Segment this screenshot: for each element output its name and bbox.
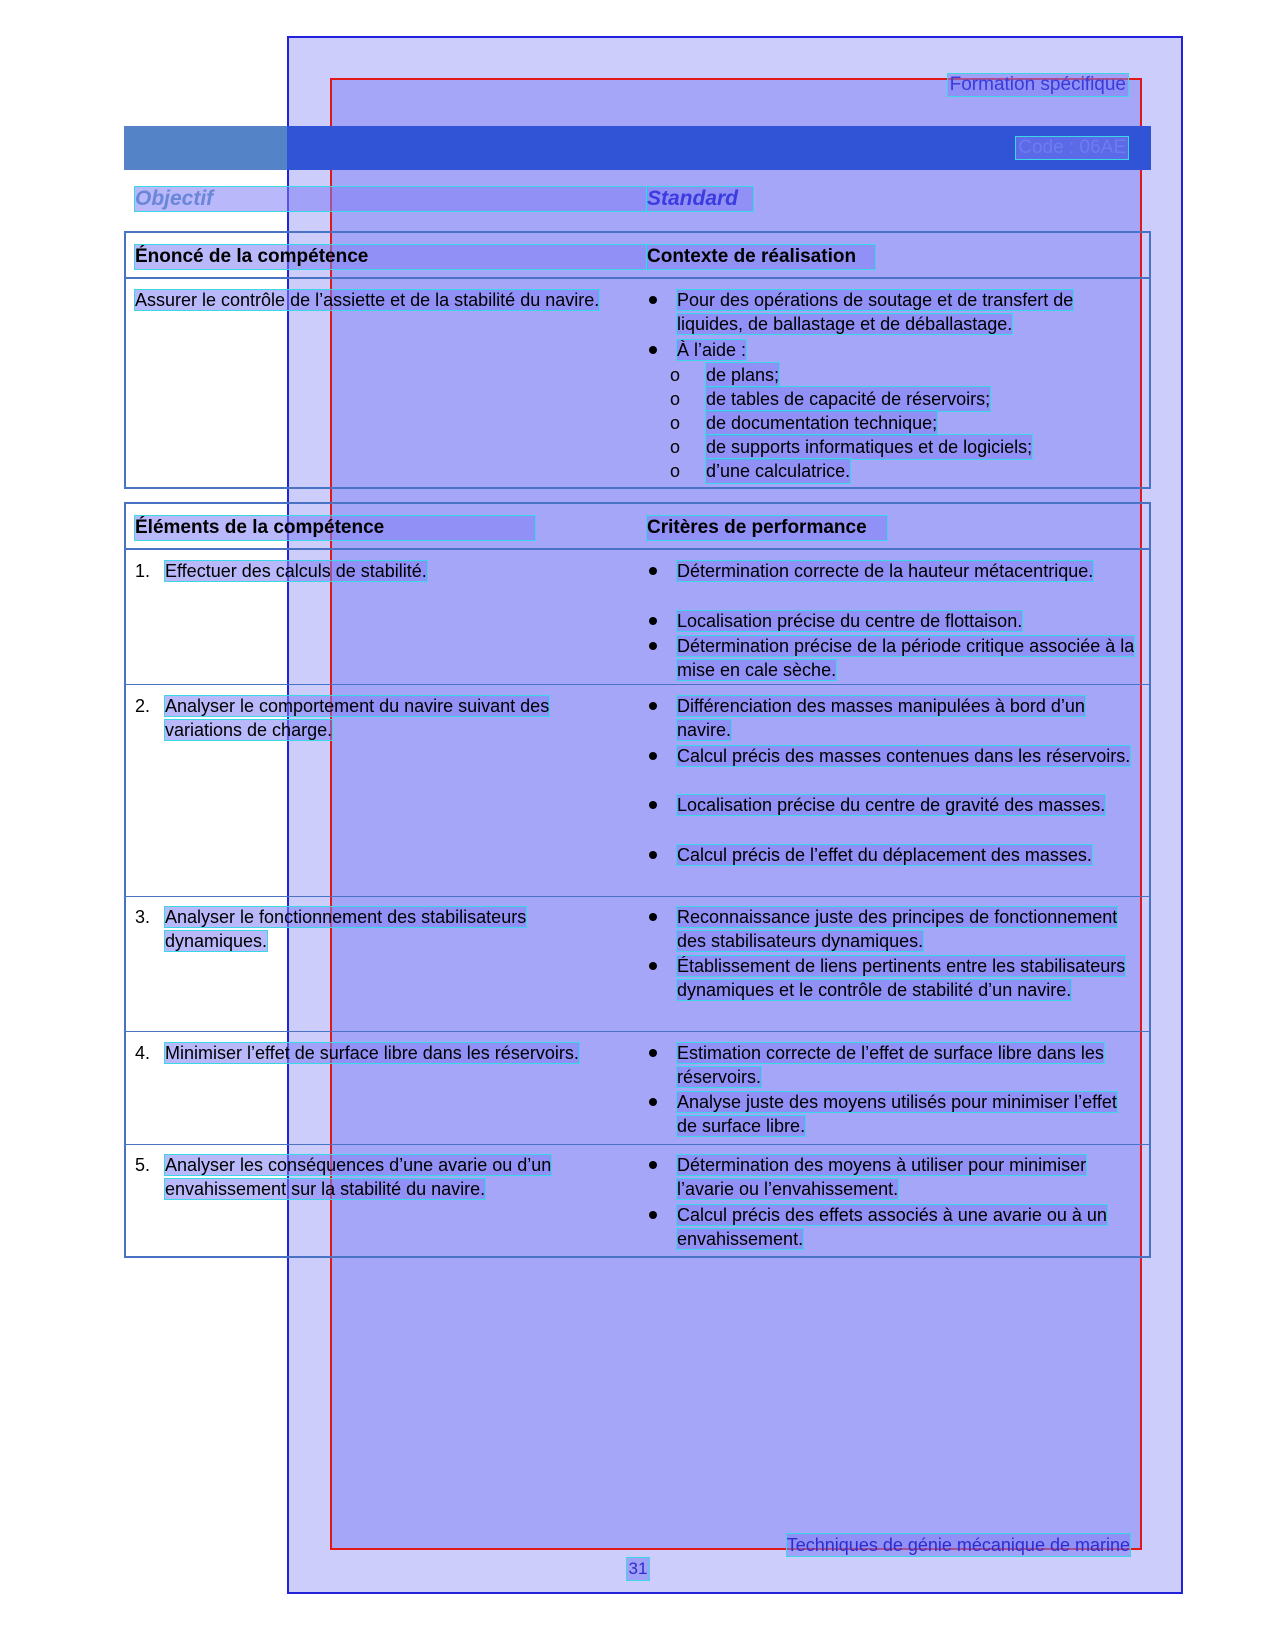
sub-item-text: de tables de capacité de réservoirs; [706,389,991,409]
sub-item-text: de documentation technique; [706,413,938,433]
code-label: Code : 06AE [1018,137,1126,158]
sub-item-text: de supports informatiques et de logiciels; [706,437,1033,457]
row-divider [126,1144,1149,1145]
elements-header: Éléments de la compétence [135,516,535,540]
criterion-text: Calcul précis des effets associés à une avarie ou à un envahissement. [677,1205,1107,1249]
row-divider [126,1031,1149,1032]
element-number: 1. [135,561,151,581]
page-number: 31 [628,1559,648,1578]
element-number: 3. [135,907,151,927]
contexte-text: À l’aide : [677,340,747,360]
criterion-text: Calcul précis des masses contenues dans les réservoirs. [677,746,1131,766]
criterion-text: Estimation correcte de l’effet de surface libre dans les réservoirs. [677,1043,1104,1087]
bullet-icon [647,843,659,867]
header-band-left [124,126,287,170]
element-text: Effectuer des calculs de stabilité. [165,561,427,581]
contexte-header: Contexte de réalisation [647,245,875,269]
competence-table [124,231,1151,489]
element-number: 4. [135,1043,151,1063]
enonce-header: Énoncé de la compétence [135,245,647,269]
element-text: Analyser les conséquences d’une avarie ou d’un envahissement sur la stabilité du navire. [165,1155,552,1199]
criterion-text: Différenciation des masses manipulées à bord d’un navire. [677,696,1085,740]
contexte-text: Pour des opérations de soutage et de transfert de liquides, de ballastage et de déballastage. [677,290,1074,334]
circle-bullet-icon: o [670,461,681,481]
bullet-icon [647,744,659,768]
bullet-icon [647,338,659,362]
criterion-text: Établissement de liens pertinents entre les stabilisateurs dynamiques et le contrôle de stabilité d’un navire. [677,956,1126,1000]
elements-table [124,502,1151,1258]
element-text: Analyser le fonctionnement des stabilisateurs dynamiques. [165,907,527,951]
criterion-text: Reconnaissance juste des principes de fonctionnement des stabilisateurs dynamiques. [677,907,1118,951]
criterion-text: Détermination précise de la période critique associée à la mise en cale sèche. [677,636,1135,680]
element-number: 5. [135,1155,151,1175]
bullet-icon [647,1153,659,1177]
bullet-icon [647,905,659,929]
element-text: Analyser le comportement du navire suivant des variations de charge. [165,696,550,740]
element-number: 2. [135,696,151,716]
standard-heading: Standard [647,187,753,211]
element-text: Minimiser l’effet de surface libre dans les réservoirs. [165,1043,579,1063]
criterion-text: Détermination correcte de la hauteur métacentrique. [677,561,1094,581]
objectif-heading: Objectif [135,187,647,211]
criteres-header: Critères de performance [647,516,887,540]
bullet-icon [647,1203,659,1227]
row-divider [126,684,1149,685]
circle-bullet-icon: o [670,389,681,409]
bullet-icon [647,609,659,633]
criterion-text: Localisation précise du centre de flottaison. [677,611,1023,631]
circle-bullet-icon: o [670,413,681,433]
criterion-text: Détermination des moyens à utiliser pour minimiser l’avarie ou l’envahissement. [677,1155,1087,1199]
circle-bullet-icon: o [670,437,681,457]
bullet-icon [647,288,659,312]
bullet-icon [647,954,659,978]
bullet-icon [647,634,659,658]
criterion-text: Analyse juste des moyens utilisés pour minimiser l’effet de surface libre. [677,1092,1117,1136]
circle-bullet-icon: o [670,365,681,385]
criterion-text: Calcul précis de l’effet du déplacement des masses. [677,845,1092,865]
bullet-icon [647,559,659,583]
bullet-icon [647,694,659,718]
sub-item-text: d’une calculatrice. [706,461,851,481]
program-footer: Techniques de génie mécanique de marine [786,1535,1130,1555]
row-divider [126,896,1149,897]
enonce-value: Assurer le contrôle de l’assiette et de la stabilité du navire. [135,290,600,310]
formation-label: Formation spécifique [949,74,1126,95]
criterion-text: Localisation précise du centre de gravité des masses. [677,795,1106,815]
bullet-icon [647,1041,659,1065]
bullet-icon [647,1090,659,1114]
enonce-text [135,288,615,312]
bullet-icon [647,793,659,817]
sub-item-text: de plans; [706,365,780,385]
